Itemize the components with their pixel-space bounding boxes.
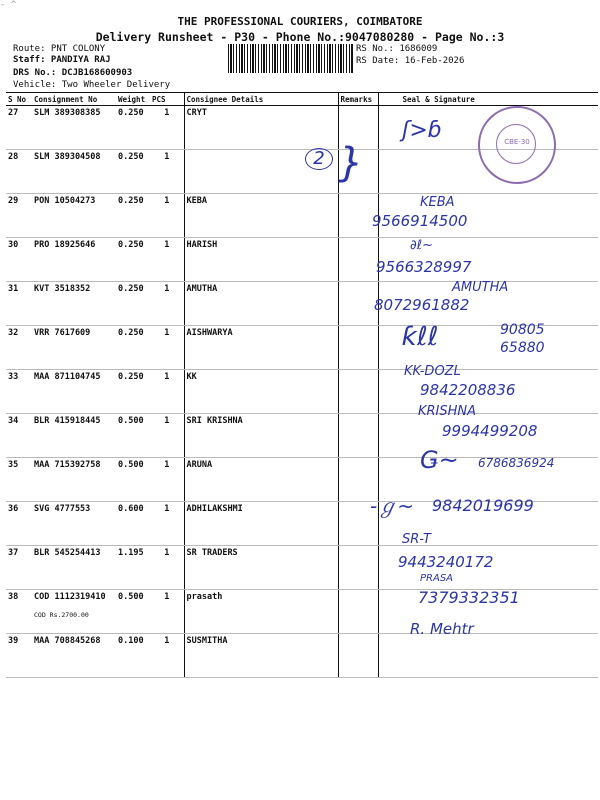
cell-consignment-text: VRR 7617609 <box>34 328 91 338</box>
signature-30-mark: ∂ℓ~ <box>410 238 433 253</box>
corner-mark: - ^ <box>0 0 17 10</box>
cell-weight-text: 0.250 <box>118 284 144 294</box>
cell-pcs-text: 1 <box>164 460 170 470</box>
cell-pcs <box>150 150 184 194</box>
cell-remarks <box>338 590 378 634</box>
cell-remarks <box>338 414 378 458</box>
cell-weight-text: 0.500 <box>118 592 144 602</box>
cell-consignee <box>184 106 338 150</box>
cell-pcs <box>150 634 184 678</box>
cell-weight-text: 0.500 <box>118 460 144 470</box>
cell-weight-text: 0.600 <box>118 504 144 514</box>
cell-consignment-text: SVG 4777553 <box>34 504 91 514</box>
signature-37-phone: 9443240172 <box>398 553 494 571</box>
cell-sno <box>6 282 32 326</box>
table-row <box>6 238 598 282</box>
table-header <box>6 93 598 106</box>
cell-consignment <box>32 106 116 150</box>
cell-consignee-text: AISHWARYA <box>186 328 233 338</box>
cell-sno <box>6 370 32 414</box>
cell-consignee-text: prasath <box>186 592 223 602</box>
cell-sno-text: 31 <box>8 284 19 294</box>
cell-consignee <box>184 414 338 458</box>
cell-pcs-text: 1 <box>164 504 170 514</box>
cell-sno-text: 34 <box>8 416 19 426</box>
remark-28-brace: } <box>338 140 364 186</box>
signature-32-line2: 65880 <box>500 340 545 356</box>
cell-sno <box>6 590 32 634</box>
cell-sno-text: 28 <box>8 152 19 162</box>
cell-pcs <box>150 502 184 546</box>
cell-pcs-text: 1 <box>164 548 170 558</box>
cell-consignment-text: KVT 3518352 <box>34 284 91 294</box>
cell-weight <box>116 502 150 546</box>
signature-29-phone: 9566914500 <box>372 212 468 230</box>
signature-38-phone: 7379332351 <box>418 588 520 607</box>
cell-weight <box>116 414 150 458</box>
cell-sno <box>6 238 32 282</box>
cell-pcs-text: 1 <box>164 372 170 382</box>
cell-consignee <box>184 634 338 678</box>
cell-pcs-text: 1 <box>164 196 170 206</box>
cell-pcs <box>150 106 184 150</box>
cell-weight-text: 0.250 <box>118 196 144 206</box>
rs-number: RS No.: 1686009 <box>356 44 438 54</box>
cell-sno-text: 32 <box>8 328 19 338</box>
cell-remarks <box>338 370 378 414</box>
cell-sno <box>6 414 32 458</box>
cell-consignment <box>32 502 116 546</box>
cell-sno-text: 38 <box>8 592 19 602</box>
signature-33-phone: 9842208836 <box>420 381 516 399</box>
cell-sno-text: 37 <box>8 548 19 558</box>
cell-sno <box>6 326 32 370</box>
cell-consignment-text: MAA 715392758 <box>34 460 101 470</box>
cell-weight <box>116 370 150 414</box>
cell-pcs-text: 1 <box>164 152 170 162</box>
cell-consignee-text: HARISH <box>186 240 218 250</box>
cell-consignee-text: SRI KRISHNA <box>186 416 243 426</box>
staff-label: Staff: PANDIYA RAJ <box>13 55 111 65</box>
table-row <box>6 282 598 326</box>
table-row <box>6 194 598 238</box>
cell-consignment-text: MAA 708845268 <box>34 636 101 646</box>
cell-pcs-text: 1 <box>164 328 170 338</box>
signature-35-mark: Ǥ~ <box>420 446 459 474</box>
col-pcs: PCS <box>150 93 184 106</box>
cell-weight <box>116 194 150 238</box>
table-row <box>6 634 598 678</box>
cell-consignee <box>184 590 338 634</box>
signature-30-phone: 9566328997 <box>376 258 472 276</box>
cell-consignee <box>184 326 338 370</box>
cell-consignment <box>32 370 116 414</box>
cell-sno-text: 29 <box>8 196 19 206</box>
col-weight: Weight <box>116 93 150 106</box>
cell-remarks <box>338 238 378 282</box>
cell-consignment-text: SLM 389308385 <box>34 108 101 118</box>
cell-weight-text: 0.100 <box>118 636 144 646</box>
cell-weight-text: 0.250 <box>118 240 144 250</box>
company-title: THE PROFESSIONAL COURIERS, COIMBATORE <box>177 15 423 28</box>
cell-sno-text: 35 <box>8 460 19 470</box>
signature-36-phone: 9842019699 <box>432 496 534 515</box>
cell-sno-text: 36 <box>8 504 19 514</box>
cell-consignment <box>32 194 116 238</box>
cell-sno <box>6 106 32 150</box>
signature-29-name: KEBA <box>420 195 455 210</box>
cell-consignment-text: COD 1112319410 <box>34 592 106 602</box>
cell-sno <box>6 546 32 590</box>
cell-weight-text: 0.250 <box>118 328 144 338</box>
cell-pcs-text: 1 <box>164 592 170 602</box>
cell-consignment <box>32 326 116 370</box>
cell-consignee <box>184 502 338 546</box>
cell-weight <box>116 106 150 150</box>
cell-consignment <box>32 238 116 282</box>
cell-consignee-text: SUSMITHA <box>186 636 228 646</box>
cell-pcs-text: 1 <box>164 108 170 118</box>
cell-consignment <box>32 282 116 326</box>
signature-35-phone: 6786836924 <box>478 456 555 470</box>
cell-sno <box>6 150 32 194</box>
cod-amount: COD Rs.2700.00 <box>34 611 89 619</box>
table-row <box>6 546 598 590</box>
cell-weight <box>116 238 150 282</box>
signature-34-phone: 9994499208 <box>442 422 538 440</box>
cell-consignment-text: BLR 415918445 <box>34 416 101 426</box>
cell-consignment-text: SLM 389304508 <box>34 152 101 162</box>
signature-33-name: KK-DOZL <box>404 364 461 379</box>
cell-weight-text: 0.500 <box>118 416 144 426</box>
cell-pcs <box>150 458 184 502</box>
cell-sno <box>6 634 32 678</box>
signature-38-name: PRASA <box>420 573 454 584</box>
signature-34-name: KRISHNA <box>418 404 477 419</box>
cell-sno-text: 27 <box>8 108 19 118</box>
signature-37-name: SR-T <box>402 532 431 547</box>
signature-32-line1: 90805 <box>500 322 545 338</box>
cell-pcs <box>150 546 184 590</box>
cell-pcs-text: 1 <box>164 636 170 646</box>
cell-sno <box>6 502 32 546</box>
cell-pcs <box>150 590 184 634</box>
cell-sno <box>6 458 32 502</box>
signature-31-name: AMUTHA <box>452 280 509 295</box>
cell-sno-text: 30 <box>8 240 19 250</box>
route-label: Route: PNT COLONY <box>13 44 106 54</box>
cell-consignee <box>184 546 338 590</box>
cell-weight <box>116 590 150 634</box>
cell-pcs <box>150 194 184 238</box>
cell-sno-text: 39 <box>8 636 19 646</box>
cell-consignee <box>184 458 338 502</box>
cell-consignment <box>32 150 116 194</box>
seal-code: CBE-30 <box>504 138 530 146</box>
cell-consignment <box>32 414 116 458</box>
cell-weight <box>116 546 150 590</box>
cell-consignment-text: BLR 545254413 <box>34 548 101 558</box>
cell-remarks <box>338 282 378 326</box>
col-remarks: Remarks <box>338 93 378 106</box>
cell-weight-text: 1.195 <box>118 548 144 558</box>
cell-consignment-text: MAA 871104745 <box>34 372 101 382</box>
cell-remarks <box>338 326 378 370</box>
cell-remarks <box>338 634 378 678</box>
col-sno: S No <box>6 93 32 106</box>
cell-pcs <box>150 414 184 458</box>
cell-consignment <box>32 546 116 590</box>
company-seal-stamp <box>478 106 556 184</box>
cell-consignee-text: CRYT <box>186 108 207 118</box>
cell-weight-text: 0.250 <box>118 152 144 162</box>
signature-27: ʃ>ɓ <box>402 118 442 143</box>
cell-weight-text: 0.250 <box>118 108 144 118</box>
cell-pcs-text: 1 <box>164 284 170 294</box>
drs-number: DRS No.: DCJB168600903 <box>13 68 133 78</box>
signature-32-mark: ƙℓℓ <box>402 322 439 352</box>
remark-28: 2 <box>305 148 333 170</box>
cell-weight <box>116 150 150 194</box>
signature-31-phone: 8072961882 <box>374 296 470 314</box>
col-consignee: Consignee Details <box>184 93 338 106</box>
cell-remarks <box>338 546 378 590</box>
cell-pcs <box>150 238 184 282</box>
cell-consignee <box>184 282 338 326</box>
cell-weight <box>116 282 150 326</box>
rs-date: RS Date: 16-Feb-2026 <box>356 56 465 66</box>
cell-consignment <box>32 634 116 678</box>
cell-consignment-text: PON 10504273 <box>34 196 96 206</box>
cell-pcs-text: 1 <box>164 416 170 426</box>
cell-consignee-text: KEBA <box>186 196 207 206</box>
cell-sno-text: 33 <box>8 372 19 382</box>
cell-consignment <box>32 590 116 634</box>
cell-consignee-text: ADHILAKSHMI <box>186 504 243 514</box>
runsheet-subtitle: Delivery Runsheet - P30 - Phone No.:9047080280 - Page No.:3 <box>95 30 505 44</box>
cell-pcs-text: 1 <box>164 240 170 250</box>
signature-39: R. Mehtr <box>410 620 474 638</box>
cell-weight <box>116 458 150 502</box>
cell-consignee <box>184 238 338 282</box>
cell-consignee-text: KK <box>186 372 197 382</box>
vehicle-label: Vehicle: Two Wheeler Delivery <box>13 80 171 90</box>
cell-signature <box>378 634 598 678</box>
cell-weight <box>116 326 150 370</box>
cell-pcs <box>150 282 184 326</box>
cell-consignee-text: AMUTHA <box>186 284 218 294</box>
cell-consignment-text: PRO 18925646 <box>34 240 96 250</box>
cell-weight-text: 0.250 <box>118 372 144 382</box>
signature-36-mark: -ℊ~ <box>370 494 414 518</box>
cell-sno <box>6 194 32 238</box>
col-consignment: Consignment No <box>32 93 116 106</box>
cell-pcs <box>150 326 184 370</box>
cell-consignee-text: ARUNA <box>186 460 213 470</box>
cell-consignee <box>184 370 338 414</box>
barcode <box>228 44 353 73</box>
cell-pcs <box>150 370 184 414</box>
cell-weight <box>116 634 150 678</box>
cell-consignment <box>32 458 116 502</box>
cell-consignee-text: SR TRADERS <box>186 548 238 558</box>
cell-consignee <box>184 194 338 238</box>
col-signature: Seal & Signature <box>378 93 598 106</box>
